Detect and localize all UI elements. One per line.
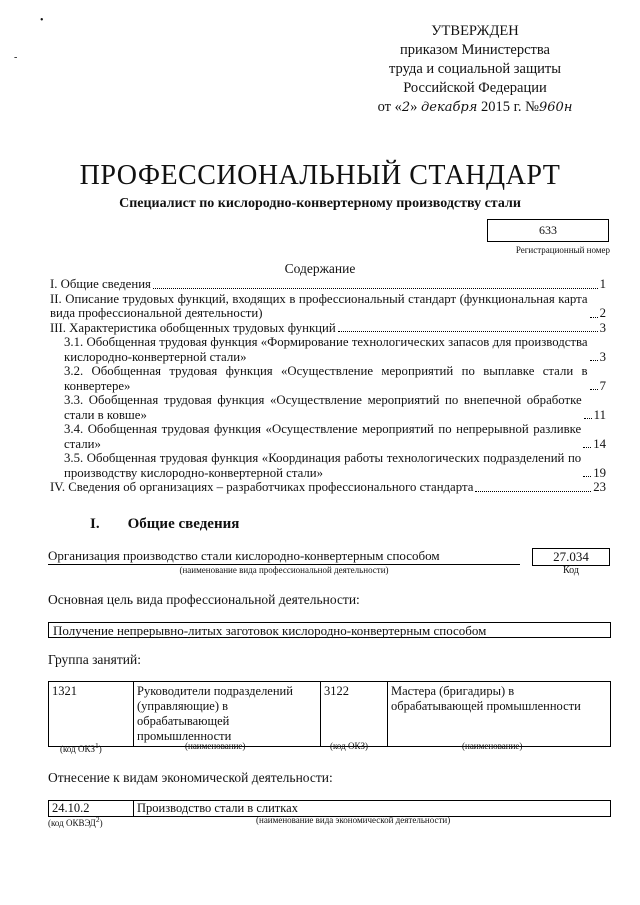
registration-number-box: 633 — [487, 219, 609, 242]
toc-entry-text: 3.3. Обобщенная трудовая функция «Осуществление мероприятий по внепечной обработке стали в ковше» — [64, 393, 582, 422]
toc-entry[interactable] — [64, 422, 606, 451]
toc-entry-page: 11 — [593, 407, 606, 422]
okz-code-cell: 3122 — [321, 682, 388, 747]
activity-name: Организация производство стали кислородно-конвертерным способом — [48, 548, 520, 565]
toc-leader-dots — [583, 447, 591, 448]
approval-line: УТВЕРЖДЕН — [431, 23, 519, 39]
toc-entry-text: II. Описание трудовых функций, входящих в профессиональный стандарт (функциональная карта вида профессиональной деятельности) — [50, 291, 588, 320]
toc-entry-page: 1 — [599, 277, 606, 291]
occupation-group-table — [48, 681, 611, 747]
group-label: Группа занятий: — [48, 652, 141, 667]
okz-name-caption: (наименование) — [185, 741, 246, 751]
toc-entry-text: I. Общие сведения — [50, 277, 151, 291]
toc-entry[interactable] — [64, 335, 606, 364]
section-number: I. — [90, 516, 100, 532]
toc-leader-dots — [590, 360, 598, 361]
table-of-contents — [50, 277, 606, 495]
approval-line: приказом Министерства — [400, 42, 550, 58]
okved-name-cell: Производство стали в слитках — [134, 801, 611, 817]
toc-entry-page: 19 — [593, 465, 606, 480]
toc-entry-page: 3 — [599, 349, 606, 364]
page-title: ПРОФЕССИОНАЛЬНЫЙ СТАНДАРТ — [79, 160, 561, 191]
approval-date: от «2» декабря 2015 г. №960н — [377, 99, 573, 115]
approval-line: Российской Федерации — [403, 80, 547, 96]
toc-entry[interactable] — [50, 480, 606, 495]
handwritten-day: 2 — [401, 100, 411, 115]
goal-label: Основная цель вида профессиональной деятельности: — [48, 592, 360, 607]
toc-leader-dots — [590, 389, 598, 390]
toc-leader-dots — [590, 317, 598, 318]
toc-entry[interactable] — [50, 292, 606, 321]
toc-entry-text: 3.4. Обобщенная трудовая функция «Осуществление мероприятий по непрерывной разливке стали» — [64, 422, 582, 451]
toc-entry-page: 14 — [593, 436, 606, 451]
toc-entry-page: 23 — [593, 480, 606, 494]
goal-box: Получение непрерывно-литых заготовок кислородно-конвертерным способом — [48, 622, 611, 638]
scan-mark: • — [40, 15, 44, 26]
toc-entry[interactable] — [50, 277, 606, 292]
toc-entry[interactable] — [50, 321, 606, 336]
handwritten-month: декабря — [421, 100, 478, 115]
econ-label: Отнесение к видам экономической деятельности: — [48, 770, 333, 785]
okved-code-cell: 24.10.2 — [49, 801, 134, 817]
okz-name-cell: Мастера (бригадиры) в обрабатывающей промышленности — [388, 682, 611, 747]
section-title: Общие сведения — [127, 516, 240, 532]
toc-entry[interactable] — [64, 393, 606, 422]
activity-code: 27.034 — [532, 548, 610, 566]
toc-leader-dots — [583, 476, 591, 477]
okved-code-caption: (код ОКВЭД$^2$) — [48, 815, 103, 828]
toc-leader-dots — [338, 331, 598, 332]
scan-mark: - — [14, 52, 18, 63]
toc-heading: Содержание — [284, 261, 356, 276]
toc-entry-page: 2 — [599, 306, 606, 320]
toc-entry-page: 3 — [599, 320, 606, 335]
registration-number-label: Регистрационный номер — [515, 245, 610, 255]
okz-name-cell: Руководители подразделений (управляющие) в обрабатывающей промышленности — [134, 682, 321, 747]
toc-entry[interactable] — [64, 451, 606, 480]
toc-entry-text: III. Характеристика обобщенных трудовых функций — [50, 320, 336, 335]
activity-caption: (наименование вида профессиональной деятельности) — [179, 565, 389, 575]
toc-entry-text: IV. Сведения об организациях – разработчиках профессионального стандарта — [50, 480, 474, 494]
toc-leader-dots — [153, 288, 598, 289]
toc-entry-text: 3.1. Обобщенная трудовая функция «Формирование технологических запасов для производства кислородно-конвертерной стали» — [64, 335, 588, 364]
handwritten-number: 960н — [539, 100, 573, 115]
toc-entry[interactable] — [64, 364, 606, 393]
page-subtitle: Специалист по кислородно-конвертерному производству стали — [119, 196, 521, 211]
okz-code-cell: 1321 — [49, 682, 134, 747]
toc-leader-dots — [475, 491, 591, 492]
toc-entry-text: 3.5. Обобщенная трудовая функция «Координация работы технологических подразделений по производству кислородно-конвертерной стали» — [64, 451, 582, 480]
toc-entry-page: 7 — [599, 378, 606, 393]
okz-code-caption: (код ОКЗ) — [330, 741, 368, 751]
okz-code-caption: (код ОКЗ$^1$) — [60, 741, 102, 754]
okved-name-caption: (наименование вида экономической деятельности) — [256, 815, 451, 825]
activity-code-caption: Код — [563, 565, 579, 576]
approval-line: труда и социальной защиты — [389, 61, 561, 77]
approval-block — [370, 22, 580, 117]
okz-name-caption: (наименование) — [462, 741, 523, 751]
section-heading — [90, 516, 239, 533]
toc-entry-text: 3.2. Обобщенная трудовая функция «Осуществление мероприятий по выплавке стали в конвертере» — [64, 364, 588, 393]
toc-leader-dots — [584, 418, 592, 419]
